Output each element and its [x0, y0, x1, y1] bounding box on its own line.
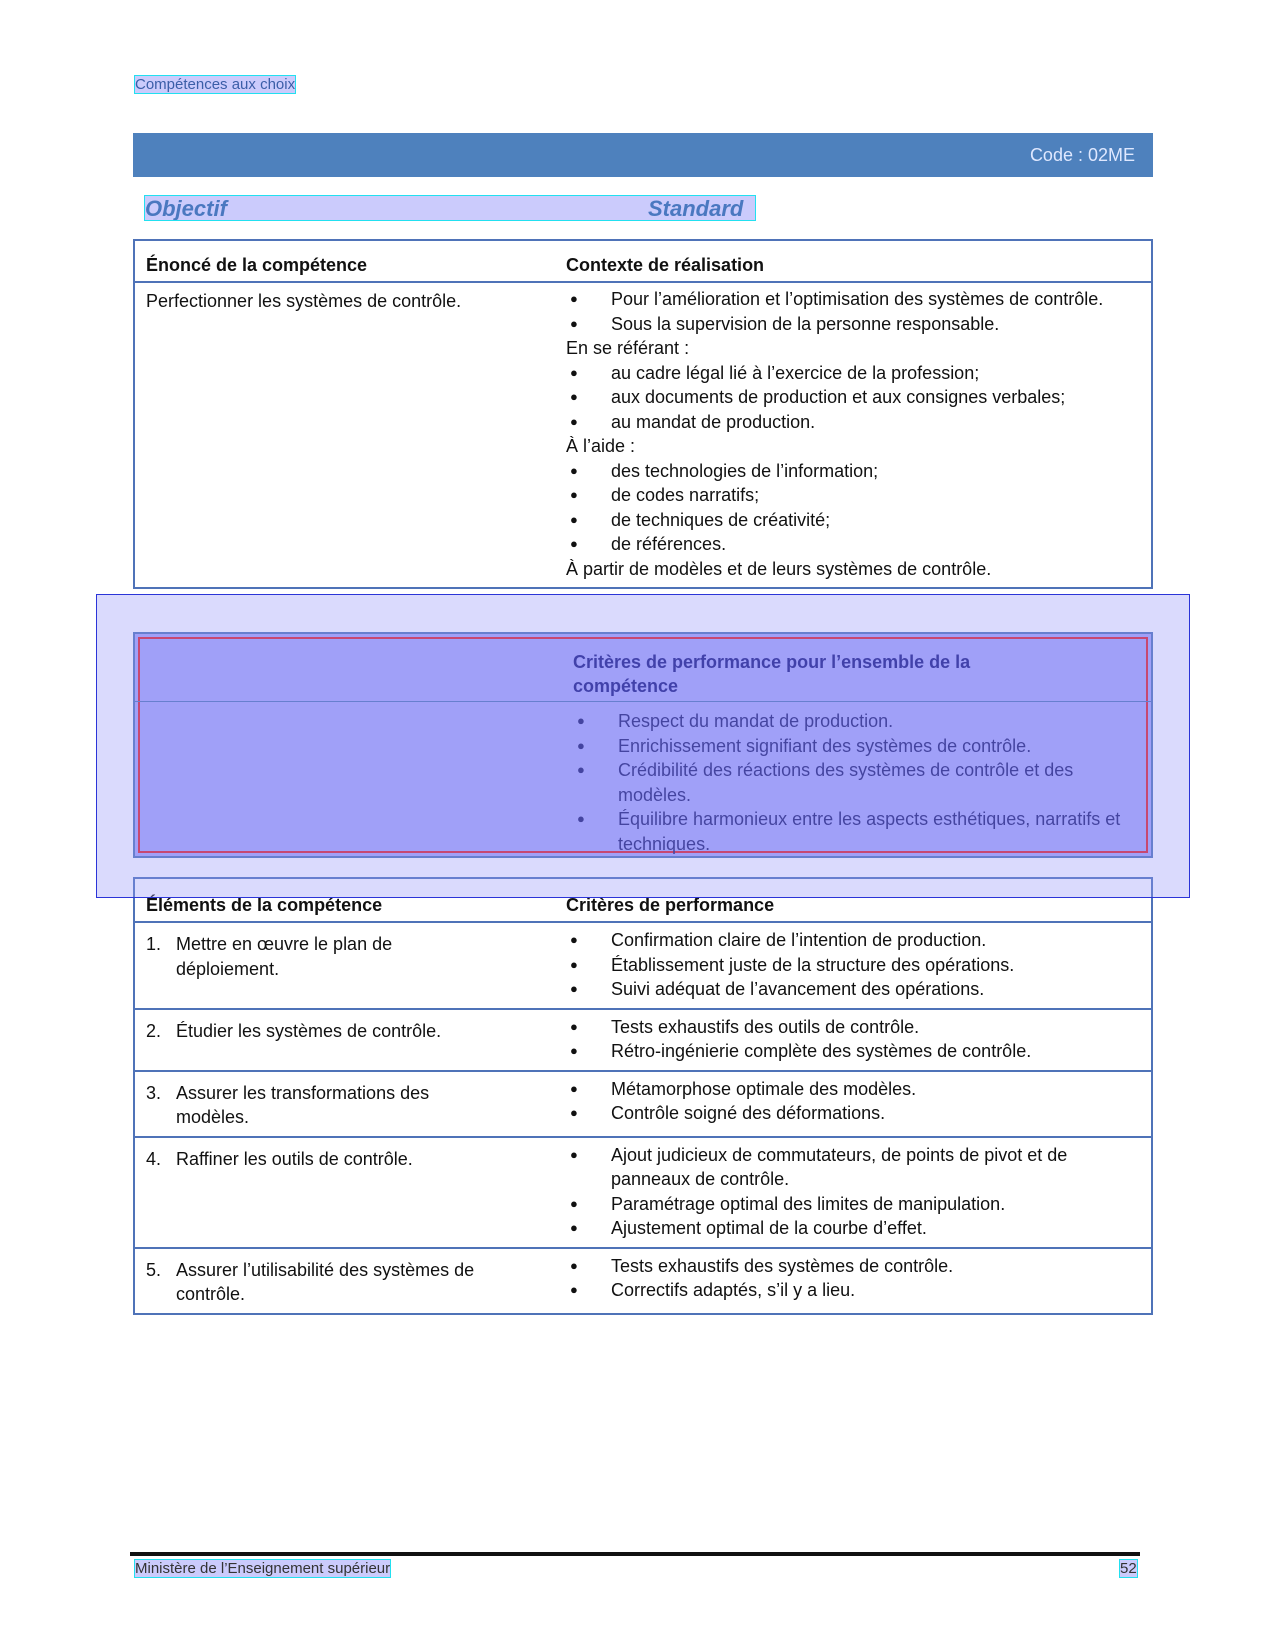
bullet-icon: ●: [577, 713, 585, 728]
list-item: ● au cadre légal lié à l’exercice de la profession;: [566, 361, 1143, 386]
element-label: 1. Mettre en œuvre le plan de déploiement.: [146, 934, 393, 979]
element-label: 4. Raffiner les outils de contrôle.: [146, 1148, 413, 1169]
criteria-overall-title: Critères de performance pour l’ensemble de la compétence: [573, 652, 971, 696]
list-item: ● Rétro-ingénierie complète des systèmes de contrôle.: [566, 1039, 1143, 1064]
criteria-header: Critères de performance: [566, 895, 775, 915]
bullet-icon: ●: [570, 1043, 578, 1058]
elements-table: [133, 877, 1153, 1315]
element-label: 3. Assurer les transformations des modèles.: [146, 1082, 430, 1127]
bullet-icon: ●: [570, 1195, 578, 1211]
list-item: ● Enrichissement signifiant des systèmes de contrôle.: [573, 734, 1138, 759]
enonce-text: Perfectionner les systèmes de contrôle.: [146, 291, 462, 311]
list-item: ● de techniques de créativité;: [566, 508, 1143, 533]
element-label: 5. Assurer l’utilisabilité des systèmes de contrôle.: [146, 1259, 475, 1304]
a-partir-text: À partir de modèles et de leurs systèmes de contrôle.: [566, 558, 992, 579]
list-item: ● Pour l’amélioration et l’optimisation des systèmes de contrôle.: [566, 287, 1143, 312]
list-item: ● au mandat de production.: [566, 410, 1143, 435]
elements-header: Éléments de la compétence: [146, 895, 383, 915]
list-item: ● Confirmation claire de l’intention de production.: [566, 928, 1143, 953]
list-item: ● Crédibilité des réactions des systèmes de contrôle et des modèles.: [577, 760, 1074, 805]
list-item: ● Paramétrage optimal des limites de manipulation.: [566, 1192, 1143, 1217]
objectif-label: Objectif: [145, 196, 227, 221]
list-item: ● Ajustement optimal de la courbe d’effet.: [566, 1216, 1143, 1241]
footer-rule: [130, 1552, 1140, 1556]
contexte-list: [566, 282, 1152, 588]
bullet-icon: ●: [570, 1105, 578, 1120]
bullet-icon: ●: [570, 291, 578, 306]
bullet-icon: ●: [570, 932, 578, 947]
code-bar: [133, 133, 1153, 177]
list-item: ● aux documents de production et aux consignes verbales;: [566, 385, 1143, 410]
element-label: 2. Étudier les systèmes de contrôle.: [146, 1020, 442, 1041]
list-item: ● de références.: [566, 532, 1143, 557]
list-item: ● des technologies de l’information;: [566, 459, 1143, 484]
bullet-icon: ●: [570, 1080, 578, 1096]
standard-label: Standard: [648, 196, 744, 221]
running-header: Compétences aux choix: [135, 76, 296, 93]
contexte-header: Contexte de réalisation: [566, 255, 765, 275]
selection-overlay: [96, 594, 1190, 898]
page-number: 52: [1120, 1560, 1137, 1577]
enonce-header: Énoncé de la compétence: [146, 255, 368, 275]
objective-standard-bar: [145, 196, 755, 220]
bullet-icon: ●: [570, 413, 578, 429]
bullet-icon: ●: [570, 462, 578, 478]
bullet-icon: ●: [570, 389, 578, 404]
list-item: ● Tests exhaustifs des outils de contrôle.: [566, 1015, 1143, 1040]
bullet-icon: ●: [570, 1257, 578, 1273]
list-item: ● Sous la supervision de la personne responsable.: [566, 312, 1143, 337]
list-item: ● Ajout judicieux de commutateurs, de points de pivot et de panneaux de contrôle.: [570, 1144, 1068, 1189]
bullet-icon: ●: [570, 364, 578, 380]
bullet-icon: ●: [570, 536, 578, 551]
bullet-icon: ●: [570, 1018, 578, 1034]
list-item: ● de codes narratifs;: [566, 483, 1143, 508]
bullet-icon: ●: [577, 811, 585, 826]
bullet-icon: ●: [570, 1282, 578, 1297]
bullet-icon: ●: [570, 315, 578, 331]
bullet-icon: ●: [570, 511, 578, 527]
bullet-icon: ●: [570, 1220, 578, 1235]
footer-ministry: Ministère de l’Enseignement supérieur: [135, 1560, 391, 1577]
list-item: ● Établissement juste de la structure des opérations.: [566, 953, 1143, 978]
bullet-icon: ●: [570, 487, 578, 502]
list-item: ● Contrôle soigné des déformations.: [566, 1101, 1143, 1126]
list-item: ● Respect du mandat de production.: [573, 709, 1138, 734]
bullet-icon: ●: [577, 737, 585, 753]
list-item: ● Suivi adéquat de l’avancement des opérations.: [566, 977, 1143, 1002]
list-item: ● Tests exhaustifs des systèmes de contrôle.: [566, 1254, 1143, 1279]
list-item: ● Correctifs adaptés, s’il y a lieu.: [566, 1278, 1143, 1303]
bullet-icon: ●: [570, 956, 578, 972]
list-item: ● Équilibre harmonieux entre les aspects esthétiques, narratifs et techniques.: [577, 809, 1121, 854]
list-item: ● Métamorphose optimale des modèles.: [566, 1077, 1143, 1102]
a-laide-label: À l’aide :: [566, 436, 636, 456]
bullet-icon: ●: [570, 1146, 578, 1162]
bullet-icon: ●: [570, 981, 578, 996]
en-se-referant-label: En se référant :: [566, 338, 690, 358]
code-label: Code : 02ME: [1029, 145, 1135, 165]
bullet-icon: ●: [577, 762, 585, 777]
competence-table: [133, 239, 1153, 589]
